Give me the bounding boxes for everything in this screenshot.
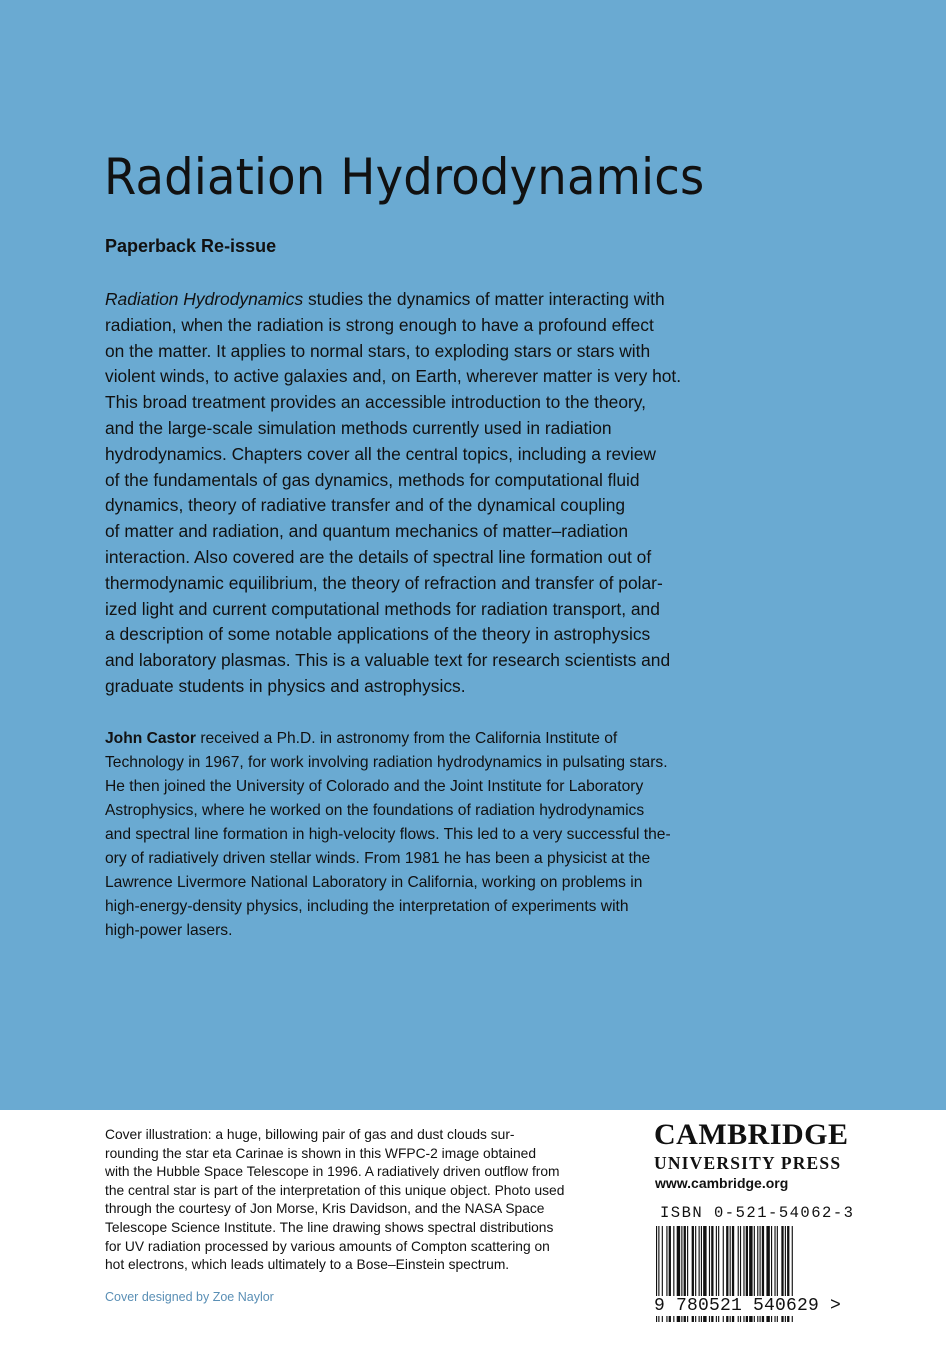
barcode-digits-text: 9 780521 540629 > (654, 1296, 842, 1316)
bio-line: and spectral line formation in high-velocity flows. This led to a very successful the- (105, 826, 671, 843)
cover-note-line: for UV radiation processed by various amounts of Compton scattering on (105, 1238, 550, 1254)
publisher-logo (654, 1120, 870, 1173)
cover-note-line: rounding the star eta Carinae is shown in this WFPC-2 image obtained (105, 1145, 536, 1161)
description-line: ized light and current computational methods for radiation transport, and (105, 598, 660, 619)
description-line: interaction. Also covered are the details of spectral line formation out of (105, 546, 652, 567)
bio-line-1 (105, 727, 725, 751)
description-line: of matter and radiation, and quantum mechanics of matter–radiation (105, 521, 628, 542)
barcode-digits (654, 1296, 874, 1316)
bio-line: Technology in 1967, for work involving radiation hydrodynamics in pulsating stars. (105, 754, 668, 771)
designer-credit: Cover designed by Zoe Naylor (105, 1290, 274, 1304)
book-title: Radiation Hydrodynamics (104, 148, 705, 206)
cover-note-line: through the courtesy of Jon Morse, Kris Davidson, and the NASA Space (105, 1201, 545, 1217)
description-line: and the large-scale simulation methods currently used in radiation (105, 417, 612, 438)
book-description (105, 287, 715, 700)
bio-line: He then joined the University of Colorado and the Joint Institute for Laboratory (105, 778, 644, 795)
cover-note-line: the central star is part of the interpretation of this unique object. Photo used (105, 1182, 565, 1198)
description-line: hydrodynamics. Chapters cover all the central topics, including a review (105, 443, 656, 464)
description-line-1 (105, 287, 715, 313)
description-line: thermodynamic equilibrium, the theory of refraction and transfer of polar- (105, 572, 663, 593)
bio-line: high-power lasers. (105, 922, 233, 939)
bio-line-1-text: received a Ph.D. in astronomy from the California Institute of (195, 730, 618, 747)
bio-line: ory of radiatively driven stellar winds. From 1981 he has been a physicist at the (105, 850, 651, 867)
description-italic-title: Radiation Hydrodynamics (105, 289, 304, 309)
cover-note-line: hot electrons, which leads ultimately to a Bose–Einstein spectrum. (105, 1257, 510, 1273)
cover-note-line: Cover illustration: a huge, billowing pair of gas and dust clouds sur- (105, 1127, 515, 1142)
author-biography (105, 727, 725, 943)
description-line: graduate students in physics and astrophysics. (105, 675, 466, 696)
cover-illustration-note (105, 1126, 625, 1275)
cover-note-line: Telescope Science Institute. The line drawing shows spectral distributions (105, 1219, 554, 1235)
author-name: John Castor (105, 730, 196, 747)
description-line-1-text: studies the dynamics of matter interacting with (303, 289, 665, 309)
bio-line: high-energy-density physics, including the interpretation of experiments with (105, 898, 629, 915)
description-line: of the fundamentals of gas dynamics, methods for computational fluid (105, 469, 640, 490)
description-line: radiation, when the radiation is strong enough to have a profound effect (105, 314, 654, 335)
publisher-subtitle: UNIVERSITY PRESS (654, 1153, 842, 1173)
description-line: This broad treatment provides an accessible introduction to the theory, (105, 392, 647, 413)
cover-note-line: with the Hubble Space Telescope in 1996. A radiatively driven outflow from (105, 1164, 560, 1180)
edition-subtitle: Paperback Re-issue (105, 236, 277, 256)
bio-line: Lawrence Livermore National Laboratory in California, working on problems in (105, 874, 643, 891)
bio-line: Astrophysics, where he worked on the foundations of radiation hydrodynamics (105, 802, 645, 819)
publisher-website: www.cambridge.org (655, 1175, 789, 1191)
description-line: and laboratory plasmas. This is a valuable text for research scientists and (105, 650, 671, 671)
description-line: dynamics, theory of radiative transfer and of the dynamical coupling (105, 495, 626, 516)
description-line: a description of some notable applications of the theory in astrophysics (105, 624, 651, 645)
isbn-number: ISBN 0-521-54062-3 (660, 1204, 855, 1222)
description-line: violent winds, to active galaxies and, on Earth, wherever matter is very hot. (105, 366, 682, 387)
publisher-name: CAMBRIDGE (654, 1118, 849, 1151)
description-line: on the matter. It applies to normal stars, to exploding stars or stars with (105, 340, 651, 361)
